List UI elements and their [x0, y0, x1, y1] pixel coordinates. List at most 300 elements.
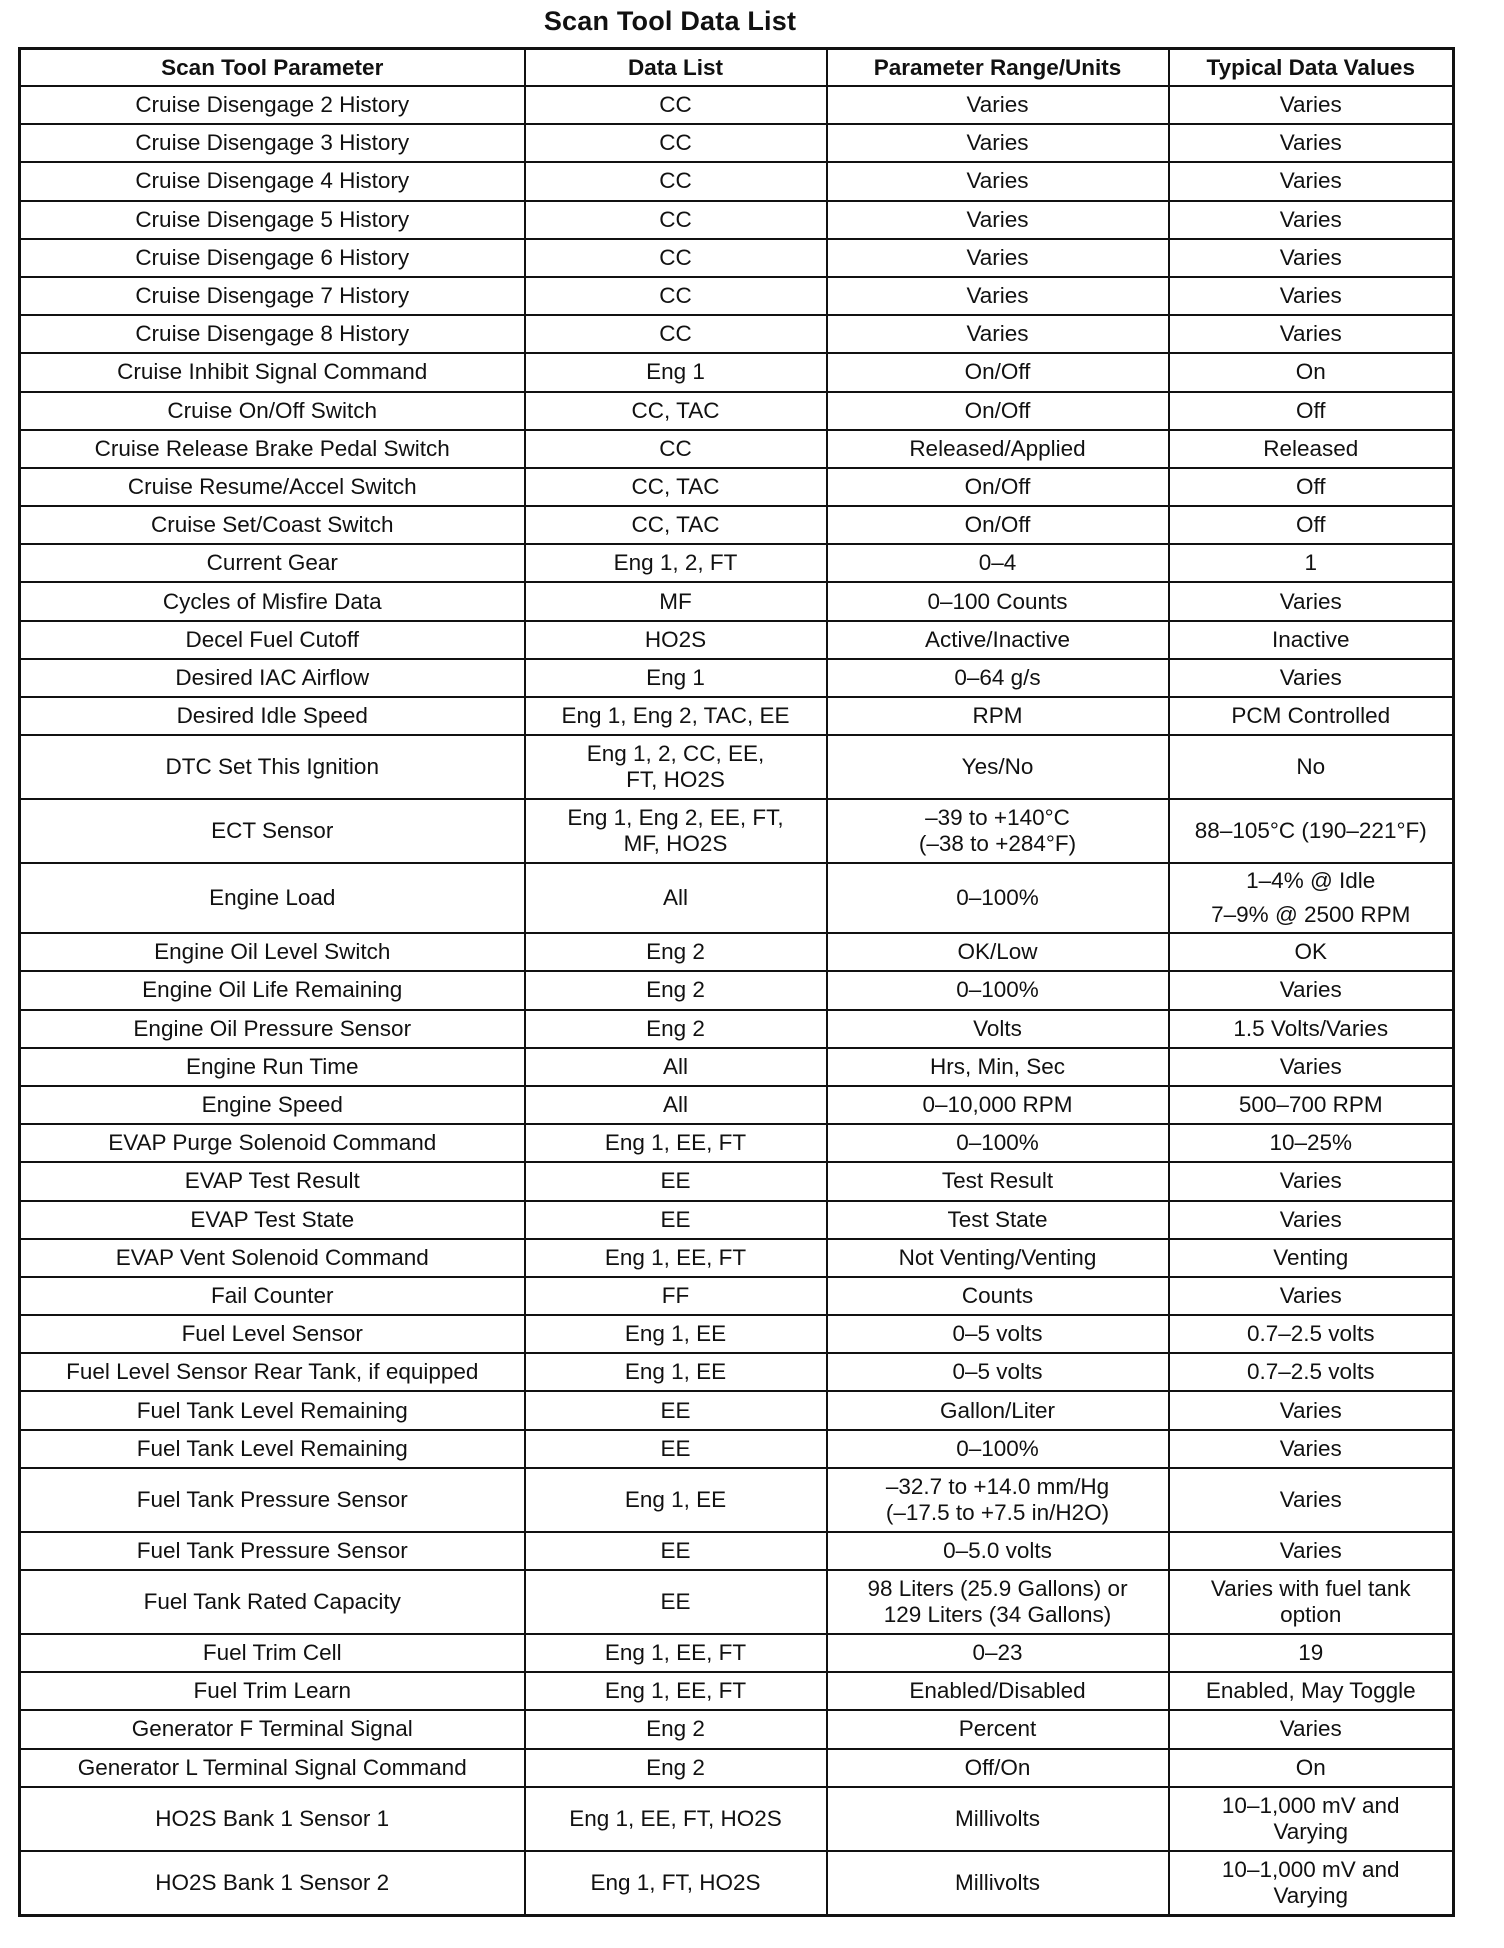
table-row — [20, 277, 1454, 315]
parameter-cell — [20, 124, 525, 162]
parameter-cell-text: Current Gear — [206, 550, 338, 576]
parameter-cell-text: Engine Run Time — [185, 1053, 359, 1079]
table-row — [20, 799, 1454, 863]
data-list-cell-text: Eng 1, EE, FT — [604, 1640, 747, 1666]
data-list-cell — [525, 86, 827, 124]
typical-value-cell — [1169, 1468, 1454, 1532]
typical-value-cell-text: Varies — [1279, 1053, 1342, 1079]
range-units-cell-text: Enabled/Disabled — [909, 1678, 1086, 1704]
range-units-cell — [827, 162, 1169, 200]
range-units-cell — [827, 1710, 1169, 1748]
data-list-cell-text: EE — [660, 1435, 691, 1461]
data-list-cell-text: MF, HO2S — [623, 831, 728, 857]
data-list-cell-text: CC — [659, 435, 692, 461]
data-list-cell — [525, 621, 827, 659]
data-list-cell-text: Eng 2 — [646, 939, 705, 965]
parameter-cell-text: Fuel Tank Rated Capacity — [143, 1589, 401, 1614]
range-units-cell — [827, 1672, 1169, 1710]
range-units-cell-text: 0–100 Counts — [927, 588, 1068, 614]
typical-value-cell-text: Varies — [1279, 1168, 1342, 1194]
typical-value-cell-text: Varies — [1279, 1716, 1342, 1742]
data-list-cell — [525, 1239, 827, 1277]
range-units-cell-text: Varies — [966, 130, 1029, 156]
page-title: Scan Tool Data List — [543, 6, 797, 36]
parameter-cell-text: EVAP Vent Solenoid Command — [115, 1244, 429, 1270]
range-units-cell-text: On/Off — [964, 397, 1031, 423]
data-list-cell-text: Eng 2 — [646, 1015, 705, 1041]
typical-value-cell-text: Off — [1295, 473, 1326, 499]
parameter-cell — [20, 1162, 525, 1200]
data-list-cell-text: Eng 1, EE, FT — [604, 1244, 747, 1270]
range-units-cell-text: Varies — [966, 244, 1029, 270]
range-units-cell — [827, 799, 1169, 863]
range-units-cell-text: Varies — [966, 206, 1029, 232]
data-list-cell-text: HO2S — [644, 626, 707, 652]
range-units-cell — [827, 1086, 1169, 1124]
typical-value-cell — [1169, 1124, 1454, 1162]
range-units-cell — [827, 1201, 1169, 1239]
parameter-cell — [20, 1277, 525, 1315]
typical-value-cell — [1169, 1672, 1454, 1710]
data-list-cell-text: Eng 1, Eng 2, EE, FT, — [567, 805, 784, 831]
parameter-cell-text: HO2S Bank 1 Sensor 1 — [155, 1805, 390, 1831]
typical-value-cell-text: Varies — [1279, 977, 1342, 1003]
typical-value-cell-text: option — [1280, 1602, 1342, 1627]
typical-value-cell — [1169, 277, 1454, 315]
data-list-cell — [525, 1391, 827, 1429]
range-units-cell-text: Millivolts — [954, 1805, 1040, 1831]
range-units-cell — [827, 430, 1169, 468]
table-row — [20, 659, 1454, 697]
header-scan-tool-parameter: Scan Tool Parameter — [20, 49, 525, 87]
range-units-cell — [827, 1239, 1169, 1277]
table-row — [20, 1391, 1454, 1429]
typical-value-cell — [1169, 392, 1454, 430]
parameter-cell — [20, 1468, 525, 1532]
range-units-cell-text: On/Off — [964, 512, 1031, 538]
typical-value-cell-text: 0.7–2.5 volts — [1246, 1359, 1375, 1385]
data-list-cell — [525, 1851, 827, 1916]
table-row — [20, 1570, 1454, 1634]
table-row — [20, 315, 1454, 353]
parameter-cell-text: Fuel Trim Learn — [193, 1678, 352, 1704]
range-units-cell-text: –39 to +140°C — [925, 805, 1070, 831]
table-row — [20, 1124, 1454, 1162]
typical-value-cell — [1169, 971, 1454, 1009]
data-list-cell-text: EE — [660, 1589, 691, 1614]
data-list-cell-text: Eng 1, 2, CC, EE, — [586, 741, 765, 767]
table-row — [20, 353, 1454, 391]
parameter-cell-text: Cruise Resume/Accel Switch — [127, 473, 417, 499]
typical-value-cell — [1169, 162, 1454, 200]
header-data-list: Data List — [525, 49, 827, 87]
data-list-cell-text: Eng 1, Eng 2, TAC, EE — [561, 703, 790, 729]
data-list-cell-text: CC, TAC — [631, 512, 720, 538]
data-list-cell-text: All — [662, 885, 688, 911]
range-units-cell — [827, 353, 1169, 391]
typical-value-cell — [1169, 1239, 1454, 1277]
data-list-cell — [525, 1315, 827, 1353]
range-units-cell — [827, 1787, 1169, 1851]
range-units-cell — [827, 1124, 1169, 1162]
typical-value-cell — [1169, 1787, 1454, 1851]
parameter-cell — [20, 277, 525, 315]
range-units-cell-text: 0–100% — [956, 977, 1039, 1003]
parameter-cell-text: Engine Oil Pressure Sensor — [133, 1015, 412, 1041]
data-list-cell-text: CC, TAC — [631, 397, 720, 423]
table-header-row — [20, 49, 1454, 87]
typical-value-cell-text: Varies with fuel tank — [1210, 1576, 1411, 1601]
parameter-cell — [20, 1787, 525, 1851]
parameter-cell — [20, 1634, 525, 1672]
range-units-cell-text: Varies — [966, 283, 1029, 309]
data-list-cell — [525, 735, 827, 799]
parameter-cell-text: Cruise Inhibit Signal Command — [117, 359, 428, 385]
typical-value-cell-text: Varies — [1279, 1486, 1342, 1512]
typical-value-cell-text: Varies — [1279, 206, 1342, 232]
data-list-cell — [525, 1010, 827, 1048]
table-body — [20, 86, 1454, 1915]
typical-value-cell-text: Varies — [1279, 92, 1342, 118]
table-row — [20, 1787, 1454, 1851]
typical-value-cell — [1169, 1048, 1454, 1086]
parameter-cell — [20, 1570, 525, 1634]
typical-value-cell-text: Released — [1263, 435, 1359, 461]
parameter-cell-text: Cruise Disengage 5 History — [135, 206, 410, 232]
typical-value-cell-text: Varies — [1279, 321, 1342, 347]
typical-value-cell-text: 1.5 Volts/Varies — [1233, 1015, 1389, 1041]
parameter-cell — [20, 392, 525, 430]
typical-value-cell-text: Varies — [1279, 1435, 1342, 1461]
parameter-cell-text: Engine Oil Level Switch — [154, 939, 391, 965]
data-list-cell — [525, 1277, 827, 1315]
typical-value-cell — [1169, 1532, 1454, 1570]
typical-value-cell-text: Varies — [1279, 664, 1342, 690]
data-list-cell-text: Eng 1 — [646, 359, 705, 385]
data-list-cell — [525, 1353, 827, 1391]
data-list-cell — [525, 1749, 827, 1787]
typical-value-cell-text: Off — [1295, 397, 1326, 423]
typical-value-cell-text: On — [1295, 1754, 1326, 1780]
typical-value-cell — [1169, 1749, 1454, 1787]
parameter-cell-text: Cruise On/Off Switch — [167, 397, 378, 423]
range-units-cell-text: Millivolts — [954, 1869, 1040, 1895]
range-units-cell — [827, 933, 1169, 971]
range-units-cell-text: 0–5 volts — [952, 1359, 1043, 1385]
typical-value-cell-text: 7–9% @ 2500 RPM — [1211, 902, 1411, 928]
range-units-cell — [827, 697, 1169, 735]
data-list-cell-text: CC — [659, 244, 692, 270]
parameter-cell-text: Fail Counter — [210, 1282, 334, 1308]
parameter-cell — [20, 659, 525, 697]
parameter-cell — [20, 201, 525, 239]
range-units-cell-text: Varies — [966, 321, 1029, 347]
range-units-cell — [827, 1749, 1169, 1787]
typical-value-cell-text: 1 — [1304, 550, 1317, 576]
parameter-cell — [20, 506, 525, 544]
parameter-cell — [20, 1315, 525, 1353]
typical-value-cell — [1169, 544, 1454, 582]
parameter-cell-text: Engine Load — [209, 885, 336, 911]
typical-value-cell-text: Varies — [1279, 1537, 1342, 1563]
data-list-cell — [525, 1787, 827, 1851]
typical-value-cell — [1169, 1010, 1454, 1048]
parameter-cell-text: Cruise Disengage 6 History — [135, 244, 410, 270]
table-row — [20, 239, 1454, 277]
data-list-cell — [525, 863, 827, 933]
table-row — [20, 1162, 1454, 1200]
table-row — [20, 621, 1454, 659]
data-list-cell-text: CC — [659, 206, 692, 232]
data-list-cell-text: EE — [660, 1537, 691, 1563]
data-list-cell — [525, 1710, 827, 1748]
table-row — [20, 1532, 1454, 1570]
table-row — [20, 582, 1454, 620]
data-list-cell — [525, 1430, 827, 1468]
parameter-cell-text: Cruise Release Brake Pedal Switch — [94, 435, 450, 461]
data-list-cell-text: EE — [660, 1206, 691, 1232]
range-units-cell-text: On/Off — [964, 473, 1031, 499]
parameter-cell — [20, 162, 525, 200]
typical-value-cell — [1169, 1570, 1454, 1634]
typical-value-cell — [1169, 201, 1454, 239]
data-list-cell — [525, 239, 827, 277]
parameter-cell-text: DTC Set This Ignition — [165, 754, 379, 780]
range-units-cell — [827, 1468, 1169, 1532]
table-row — [20, 1710, 1454, 1748]
data-list-cell-text: All — [662, 1053, 688, 1079]
parameter-cell-text: Generator L Terminal Signal Command — [77, 1754, 467, 1780]
typical-value-cell — [1169, 1634, 1454, 1672]
table-row — [20, 468, 1454, 506]
parameter-cell — [20, 1353, 525, 1391]
range-units-cell-text: Test State — [947, 1206, 1048, 1232]
parameter-cell — [20, 1851, 525, 1916]
range-units-cell — [827, 582, 1169, 620]
typical-value-cell — [1169, 124, 1454, 162]
parameter-cell-text: EVAP Test Result — [184, 1168, 360, 1194]
range-units-cell — [827, 659, 1169, 697]
table-row — [20, 1430, 1454, 1468]
data-list-cell — [525, 1672, 827, 1710]
parameter-cell — [20, 430, 525, 468]
data-list-cell — [525, 1532, 827, 1570]
data-list-cell-text: Eng 1, EE — [624, 1359, 727, 1385]
range-units-cell — [827, 621, 1169, 659]
data-list-cell — [525, 353, 827, 391]
parameter-cell-text: ECT Sensor — [211, 818, 334, 844]
typical-value-cell-text: Varies — [1279, 168, 1342, 194]
range-units-cell-text: Counts — [961, 1282, 1034, 1308]
data-list-cell — [525, 659, 827, 697]
parameter-cell-text: Cruise Disengage 7 History — [135, 283, 410, 309]
data-list-cell — [525, 1086, 827, 1124]
typical-value-cell — [1169, 1277, 1454, 1315]
typical-value-cell-text: Inactive — [1271, 626, 1350, 652]
data-list-cell-text: Eng 2 — [646, 977, 705, 1003]
range-units-cell — [827, 468, 1169, 506]
parameter-cell-text: Desired IAC Airflow — [175, 664, 370, 690]
parameter-cell — [20, 1010, 525, 1048]
data-list-cell-text: Eng 1, 2, FT — [613, 550, 738, 576]
range-units-cell-text: Test Result — [941, 1168, 1054, 1194]
range-units-cell — [827, 1430, 1169, 1468]
data-list-cell-text: Eng 1, EE — [624, 1321, 727, 1347]
typical-value-cell — [1169, 1430, 1454, 1468]
typical-value-cell — [1169, 1710, 1454, 1748]
table-row — [20, 697, 1454, 735]
parameter-cell-text: Fuel Tank Pressure Sensor — [136, 1537, 408, 1563]
typical-value-cell — [1169, 1391, 1454, 1429]
parameter-cell — [20, 697, 525, 735]
data-list-cell-text: EE — [660, 1168, 691, 1194]
table-row — [20, 124, 1454, 162]
parameter-cell — [20, 863, 525, 933]
parameter-cell-text: Decel Fuel Cutoff — [185, 626, 359, 652]
range-units-cell-text: 0–23 — [972, 1640, 1023, 1666]
table-row — [20, 1010, 1454, 1048]
header-parameter-range-units: Parameter Range/Units — [827, 49, 1169, 87]
data-list-cell — [525, 430, 827, 468]
table-row — [20, 544, 1454, 582]
typical-value-cell — [1169, 1201, 1454, 1239]
data-list-cell-text: CC — [659, 168, 692, 194]
parameter-cell — [20, 1391, 525, 1429]
data-list-cell — [525, 1570, 827, 1634]
table-row — [20, 430, 1454, 468]
typical-value-cell-text: Off — [1295, 512, 1326, 538]
parameter-cell — [20, 1532, 525, 1570]
parameter-cell — [20, 933, 525, 971]
typical-value-cell-text: Varying — [1273, 1818, 1349, 1844]
typical-value-cell-text: Varies — [1279, 1282, 1342, 1308]
parameter-cell-text: HO2S Bank 1 Sensor 2 — [155, 1869, 390, 1895]
typical-value-cell-text: 10–25% — [1269, 1130, 1353, 1156]
data-list-cell — [525, 468, 827, 506]
parameter-cell-text: Fuel Level Sensor Rear Tank, if equipped — [66, 1359, 479, 1385]
parameter-cell — [20, 1048, 525, 1086]
range-units-cell-text: On/Off — [964, 359, 1031, 385]
range-units-cell — [827, 1162, 1169, 1200]
table-row — [20, 1086, 1454, 1124]
typical-value-cell — [1169, 1086, 1454, 1124]
range-units-cell — [827, 239, 1169, 277]
range-units-cell — [827, 1048, 1169, 1086]
parameter-cell-text: Cruise Disengage 8 History — [135, 321, 410, 347]
range-units-cell-text: 0–64 g/s — [954, 664, 1041, 690]
parameter-cell-text: Desired Idle Speed — [176, 703, 368, 729]
typical-value-cell-text: Varies — [1279, 283, 1342, 309]
range-units-cell-text: Yes/No — [961, 754, 1034, 780]
parameter-cell-text: Fuel Tank Level Remaining — [136, 1435, 408, 1461]
range-units-cell — [827, 1634, 1169, 1672]
table-row — [20, 1277, 1454, 1315]
parameter-cell-text: Cycles of Misfire Data — [162, 588, 382, 614]
data-list-cell-text: CC — [659, 283, 692, 309]
data-list-cell — [525, 544, 827, 582]
table-row — [20, 735, 1454, 799]
range-units-cell — [827, 735, 1169, 799]
data-list-cell — [525, 277, 827, 315]
parameter-cell — [20, 582, 525, 620]
data-list-cell — [525, 1162, 827, 1200]
range-units-cell-text: Released/Applied — [909, 435, 1086, 461]
range-units-cell-text: Gallon/Liter — [939, 1397, 1056, 1423]
range-units-cell-text: 0–5 volts — [952, 1321, 1043, 1347]
data-list-cell-text: Eng 2 — [646, 1754, 705, 1780]
data-list-cell-text: Eng 1, EE, FT — [604, 1130, 747, 1156]
range-units-cell-text: 0–4 — [978, 550, 1017, 576]
parameter-cell-text: Fuel Level Sensor — [181, 1321, 363, 1347]
table-row — [20, 201, 1454, 239]
parameter-cell — [20, 621, 525, 659]
typical-value-cell — [1169, 621, 1454, 659]
range-units-cell — [827, 863, 1169, 933]
typical-value-cell-text: Varies — [1279, 244, 1342, 270]
data-list-cell-text: Eng 1, EE, FT — [604, 1678, 747, 1704]
data-list-cell-text: CC, TAC — [631, 473, 720, 499]
header-typical-data-values: Typical Data Values — [1169, 49, 1454, 87]
range-units-cell-text: 98 Liters (25.9 Gallons) or — [867, 1576, 1128, 1601]
range-units-cell — [827, 86, 1169, 124]
typical-value-cell — [1169, 735, 1454, 799]
parameter-cell-text: Cruise Disengage 2 History — [135, 92, 410, 118]
data-list-cell — [525, 1048, 827, 1086]
range-units-cell-text: OK/Low — [957, 939, 1038, 965]
range-units-cell-text: 0–10,000 RPM — [922, 1092, 1073, 1118]
typical-value-cell — [1169, 582, 1454, 620]
typical-value-cell — [1169, 1315, 1454, 1353]
range-units-cell-text: Hrs, Min, Sec — [929, 1053, 1066, 1079]
parameter-cell — [20, 1086, 525, 1124]
parameter-cell — [20, 1672, 525, 1710]
table-row — [20, 971, 1454, 1009]
typical-value-cell — [1169, 315, 1454, 353]
parameter-cell — [20, 544, 525, 582]
table-row — [20, 863, 1454, 933]
table-row — [20, 392, 1454, 430]
data-list-cell — [525, 697, 827, 735]
range-units-cell — [827, 315, 1169, 353]
range-units-cell-text: 0–100% — [956, 1435, 1039, 1461]
data-list-cell-text: All — [662, 1092, 688, 1118]
range-units-cell — [827, 201, 1169, 239]
typical-value-cell-text: 10–1,000 mV and — [1221, 1856, 1400, 1882]
data-list-cell — [525, 582, 827, 620]
table-row — [20, 162, 1454, 200]
parameter-cell — [20, 735, 525, 799]
data-list-cell-text: MF — [659, 588, 692, 614]
parameter-cell — [20, 1430, 525, 1468]
parameter-cell — [20, 1239, 525, 1277]
data-list-cell-text: Eng 1, EE, FT, HO2S — [569, 1805, 782, 1831]
range-units-cell-text: 129 Liters (34 Gallons) — [883, 1602, 1112, 1627]
table-row — [20, 1468, 1454, 1532]
scan-tool-data-table — [18, 47, 1455, 1917]
parameter-cell — [20, 1124, 525, 1162]
typical-value-cell-text: Varies — [1279, 1397, 1342, 1423]
typical-value-cell — [1169, 430, 1454, 468]
typical-value-cell — [1169, 86, 1454, 124]
typical-value-cell — [1169, 863, 1454, 933]
parameter-cell — [20, 1201, 525, 1239]
typical-value-cell-text: 19 — [1298, 1640, 1324, 1666]
parameter-cell-text: Generator F Terminal Signal — [131, 1716, 413, 1742]
typical-value-cell-text: Varying — [1273, 1882, 1349, 1908]
range-units-cell — [827, 1315, 1169, 1353]
typical-value-cell-text: OK — [1294, 939, 1327, 965]
typical-value-cell — [1169, 506, 1454, 544]
